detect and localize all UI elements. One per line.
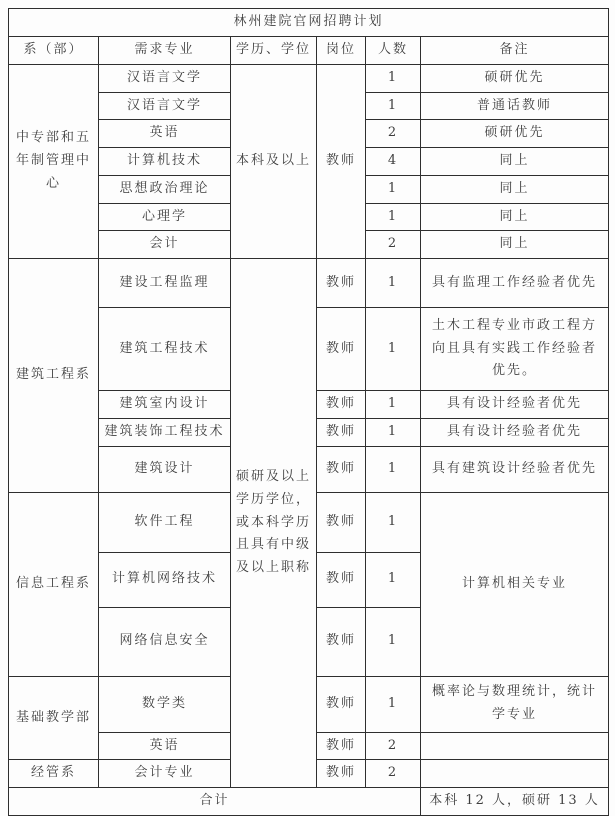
post-cell: 教师	[317, 308, 366, 391]
count-cell: 2	[366, 231, 421, 259]
education-cell: 本科及以上	[231, 64, 317, 258]
dept-cell: 基础教学部	[9, 676, 99, 760]
count-cell: 2	[366, 120, 421, 148]
dept-cell: 经管系	[9, 760, 99, 788]
post-cell: 教师	[317, 607, 366, 676]
total-label: 合计	[9, 788, 421, 816]
count-cell: 1	[366, 391, 421, 419]
major-cell: 汉语言文学	[99, 64, 231, 92]
post-cell: 教师	[317, 760, 366, 788]
count-cell: 1	[366, 492, 421, 552]
post-cell: 教师	[317, 492, 366, 552]
post-cell: 教师	[317, 391, 366, 419]
major-cell: 建筑室内设计	[99, 391, 231, 419]
count-cell: 2	[366, 760, 421, 788]
title-row	[9, 9, 609, 37]
post-cell: 教师	[317, 676, 366, 732]
dept-cell: 信息工程系	[9, 492, 99, 676]
major-cell: 计算机网络技术	[99, 552, 231, 607]
post-cell: 教师	[317, 446, 366, 492]
count-cell: 1	[366, 607, 421, 676]
major-cell: 建筑装饰工程技术	[99, 418, 231, 446]
major-cell: 会计	[99, 231, 231, 259]
count-cell: 1	[366, 446, 421, 492]
major-cell: 计算机技术	[99, 148, 231, 176]
count-cell: 1	[366, 676, 421, 732]
note-cell	[421, 760, 609, 788]
major-cell: 思想政治理论	[99, 175, 231, 203]
count-cell: 1	[366, 308, 421, 391]
major-cell: 心理学	[99, 203, 231, 231]
note-cell: 具有设计经验者优先	[421, 418, 609, 446]
post-cell: 教师	[317, 418, 366, 446]
note-cell: 同上	[421, 203, 609, 231]
col-header-dept: 系（部）	[9, 36, 99, 64]
major-cell: 数学类	[99, 676, 231, 732]
count-cell: 1	[366, 259, 421, 308]
note-cell: 普通话教师	[421, 92, 609, 120]
major-cell: 软件工程	[99, 492, 231, 552]
count-cell: 1	[366, 203, 421, 231]
note-cell: 概率论与数理统计，统计学专业	[421, 676, 609, 732]
header-row	[9, 36, 609, 64]
note-cell: 具有设计经验者优先	[421, 391, 609, 419]
note-cell: 同上	[421, 231, 609, 259]
table-title: 林州建院官网招聘计划	[9, 9, 609, 37]
total-note: 本科 12 人，硕研 13 人	[421, 788, 609, 816]
post-cell: 教师	[317, 259, 366, 308]
major-cell: 汉语言文学	[99, 92, 231, 120]
note-cell: 同上	[421, 175, 609, 203]
note-cell: 硕研优先	[421, 64, 609, 92]
major-cell: 会计专业	[99, 760, 231, 788]
col-header-education: 学历、学位	[231, 36, 317, 64]
post-cell: 教师	[317, 552, 366, 607]
count-cell: 1	[366, 552, 421, 607]
count-cell: 1	[366, 418, 421, 446]
recruitment-table	[8, 8, 609, 816]
note-cell: 土木工程专业市政工程方向且具有实践工作经验者优先。	[421, 308, 609, 391]
note-cell: 具有建筑设计经验者优先	[421, 446, 609, 492]
count-cell: 4	[366, 148, 421, 176]
footer-row	[9, 788, 609, 816]
education-cell: 硕研及以上学历学位，或本科学历且具有中级及以上职称	[231, 259, 317, 788]
major-cell: 英语	[99, 732, 231, 760]
table-row	[9, 259, 609, 308]
note-cell: 计算机相关专业	[421, 492, 609, 676]
count-cell: 2	[366, 732, 421, 760]
col-header-post: 岗位	[317, 36, 366, 64]
note-cell: 硕研优先	[421, 120, 609, 148]
major-cell: 建筑设计	[99, 446, 231, 492]
major-cell: 建筑工程技术	[99, 308, 231, 391]
dept-cell: 建筑工程系	[9, 259, 99, 493]
major-cell: 建设工程监理	[99, 259, 231, 308]
major-cell: 英语	[99, 120, 231, 148]
col-header-note: 备注	[421, 36, 609, 64]
count-cell: 1	[366, 92, 421, 120]
major-cell: 网络信息安全	[99, 607, 231, 676]
table-row	[9, 64, 609, 92]
col-header-major: 需求专业	[99, 36, 231, 64]
note-cell: 具有监理工作经验者优先	[421, 259, 609, 308]
count-cell: 1	[366, 175, 421, 203]
count-cell: 1	[366, 64, 421, 92]
note-cell	[421, 732, 609, 760]
post-cell: 教师	[317, 64, 366, 258]
col-header-count: 人数	[366, 36, 421, 64]
dept-cell: 中专部和五年制管理中心	[9, 64, 99, 258]
note-cell: 同上	[421, 148, 609, 176]
post-cell: 教师	[317, 732, 366, 760]
